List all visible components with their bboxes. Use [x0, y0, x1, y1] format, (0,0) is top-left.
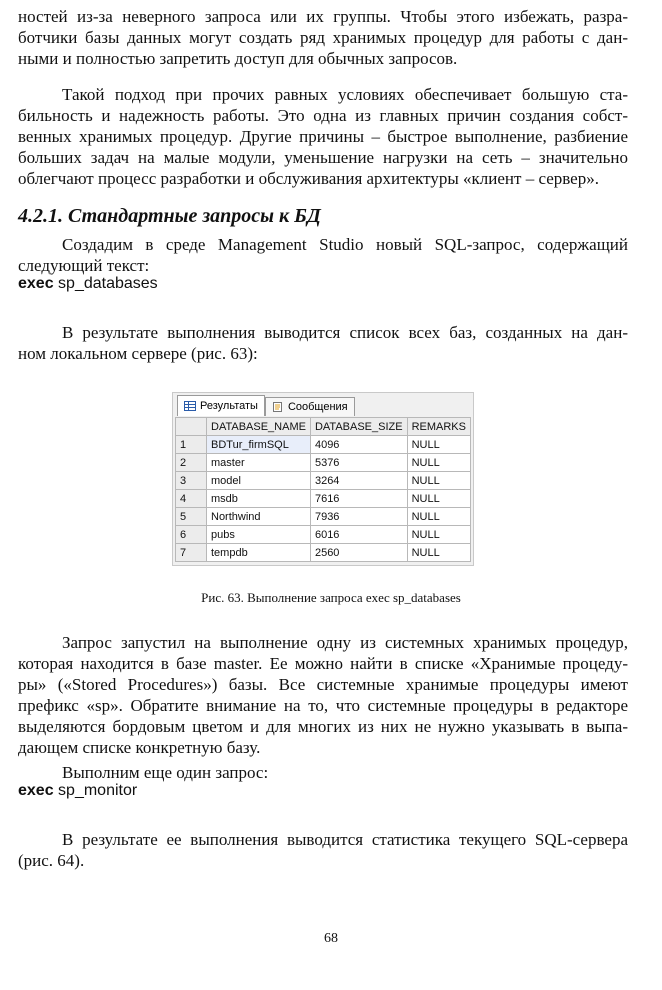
paragraph-7	[18, 829, 628, 871]
text-line: ностей из-за неверного запроса или их группы. Чтобы этого избежать, разра-	[18, 7, 628, 26]
code-text: sp_databases	[53, 275, 158, 292]
text-line: дающем списке конкретную базу.	[18, 738, 261, 757]
column-header[interactable]: DATABASE_NAME	[207, 418, 311, 436]
row-number[interactable]: 3	[176, 472, 207, 490]
page-number: 68	[324, 931, 338, 946]
grid-icon	[184, 401, 196, 411]
row-number-header	[176, 418, 207, 436]
results-window	[172, 392, 474, 566]
row-number[interactable]: 5	[176, 508, 207, 526]
table-row[interactable]	[176, 508, 471, 526]
tab-results[interactable]	[177, 395, 265, 416]
table-cell[interactable]: 4096	[310, 436, 407, 454]
text-line: ном локальном сервере (рис. 63):	[18, 344, 258, 363]
row-number[interactable]: 1	[176, 436, 207, 454]
text-line: Запрос запустил на выполнение одну из системных хранимых процедур,	[62, 633, 628, 652]
column-header[interactable]: DATABASE_SIZE	[310, 418, 407, 436]
row-number[interactable]: 2	[176, 454, 207, 472]
results-grid	[175, 417, 471, 562]
result-tabs	[177, 395, 355, 415]
row-number[interactable]: 4	[176, 490, 207, 508]
text-line: В результате выполнения выводится список всех баз, созданных на дан-	[62, 323, 628, 342]
table-cell[interactable]: NULL	[407, 544, 470, 562]
grid-header-row	[176, 418, 471, 436]
table-cell[interactable]: NULL	[407, 472, 470, 490]
code-line-1	[18, 275, 158, 293]
text-line: облегчают процесс разработки и обслуживания архитектуры «клиент – сервер».	[18, 169, 599, 188]
text-line: В результате ее выполнения выводится статистика текущего SQL-сервера	[62, 830, 628, 849]
text-line: (рис. 64).	[18, 851, 85, 870]
table-row[interactable]	[176, 544, 471, 562]
table-cell[interactable]: 6016	[310, 526, 407, 544]
row-number[interactable]: 6	[176, 526, 207, 544]
text-line: ры» («Stored Procedures») базы. Все системные хранимые процедуры имеют	[18, 675, 628, 694]
table-cell[interactable]: NULL	[407, 436, 470, 454]
text-line: ными и полностью запретить доступ для обычных запросов.	[18, 49, 458, 68]
figure-caption: Рис. 63. Выполнение запроса exec sp_databases	[201, 590, 461, 605]
table-cell[interactable]: NULL	[407, 454, 470, 472]
table-cell[interactable]: master	[207, 454, 311, 472]
text-line: бильность и надежность работы. Это одна из главных причин создания собст-	[18, 106, 628, 125]
text-line: Выполним еще один запрос:	[62, 763, 269, 782]
paragraph-2	[18, 84, 628, 189]
table-row[interactable]	[176, 490, 471, 508]
paragraph-3	[18, 234, 628, 276]
row-number[interactable]: 7	[176, 544, 207, 562]
paragraph-5	[18, 632, 628, 758]
section-heading: 4.2.1. Стандартные запросы к БД	[18, 205, 321, 227]
table-cell[interactable]: BDTur_firmSQL	[207, 436, 311, 454]
text-line: Создадим в среде Management Studio новый SQL-запрос, содержащий	[62, 235, 628, 254]
code-keyword: exec	[18, 782, 54, 799]
table-cell[interactable]: 2560	[310, 544, 407, 562]
table-cell[interactable]: tempdb	[207, 544, 311, 562]
code-line-2	[18, 782, 137, 800]
text-line: Такой подход при прочих равных условиях обеспечивает большую ста-	[62, 85, 628, 104]
table-cell[interactable]: msdb	[207, 490, 311, 508]
paragraph-4	[18, 322, 628, 364]
tab-results-label: Результаты	[200, 400, 258, 412]
table-cell[interactable]: pubs	[207, 526, 311, 544]
table-row[interactable]	[176, 436, 471, 454]
text-line: следующий текст:	[18, 256, 150, 275]
text-line: выделяются бордовым цветом и для многих из них не нужно указывать в выпа-	[18, 717, 628, 736]
table-cell[interactable]: 7936	[310, 508, 407, 526]
text-line: ботчики базы данных могут создать ряд хранимых процедур для работы с дан-	[18, 28, 628, 47]
table-cell[interactable]: 3264	[310, 472, 407, 490]
text-line: префикс «sp». Обратите внимание на то, что системные процедуры в редакторе	[18, 696, 628, 715]
table-row[interactable]	[176, 526, 471, 544]
messages-icon	[272, 402, 284, 412]
code-keyword: exec	[18, 275, 54, 292]
tab-messages-label: Сообщения	[287, 401, 348, 413]
table-row[interactable]	[176, 472, 471, 490]
table-row[interactable]	[176, 454, 471, 472]
table-cell[interactable]: 7616	[310, 490, 407, 508]
tab-messages[interactable]	[265, 397, 355, 416]
paragraph-6	[18, 762, 628, 783]
code-text: sp_monitor	[53, 782, 138, 799]
table-cell[interactable]: Northwind	[207, 508, 311, 526]
table-cell[interactable]: NULL	[407, 508, 470, 526]
table-cell[interactable]: 5376	[310, 454, 407, 472]
text-line: больших задач на малые модули, уменьшение нагрузки на сеть – значительно	[18, 148, 628, 167]
column-header[interactable]: REMARKS	[407, 418, 470, 436]
table-cell[interactable]: NULL	[407, 526, 470, 544]
paragraph-1	[18, 6, 628, 69]
table-cell[interactable]: model	[207, 472, 311, 490]
text-line: которая находится в базе master. Ее можно найти в списке «Хранимые процеду-	[18, 654, 628, 673]
text-line: венных хранимых процедур. Другие причины – быстрое выполнение, разбиение	[18, 127, 628, 146]
table-cell[interactable]: NULL	[407, 490, 470, 508]
